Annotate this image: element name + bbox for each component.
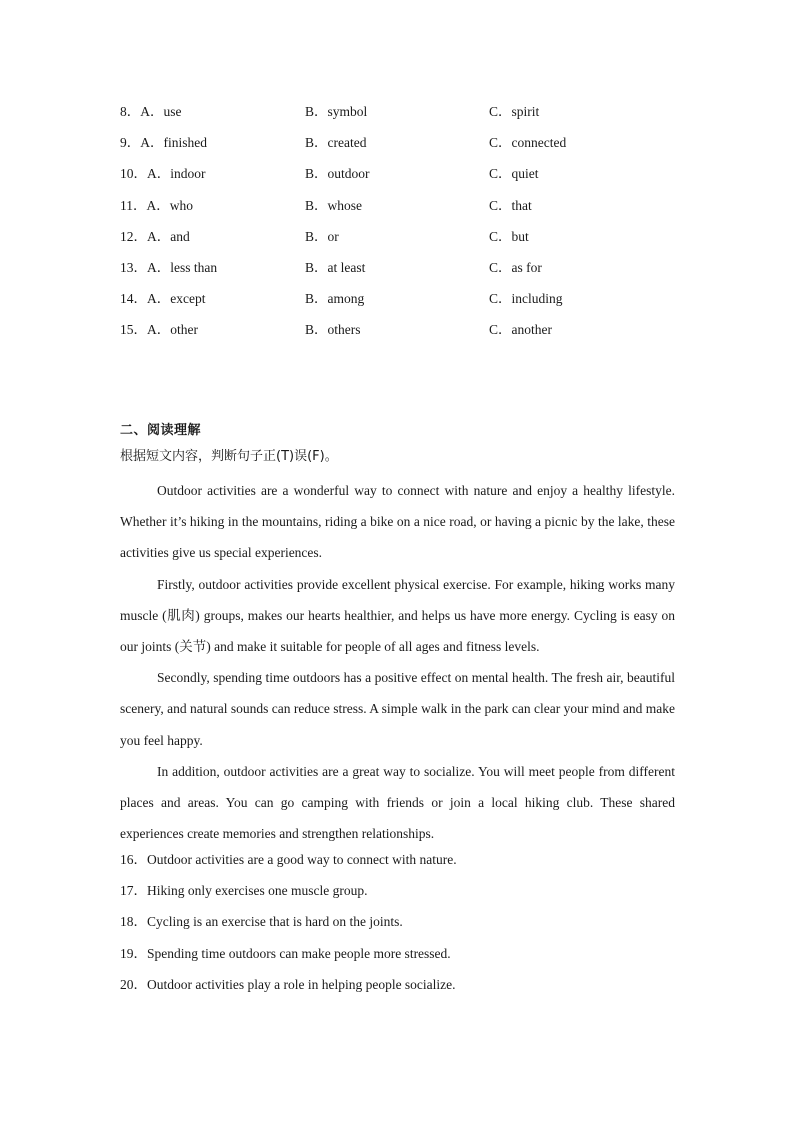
passage-paragraph: Outdoor activities are a wonderful way to connect with nature and enjoy a healthy lifestyle. Whether it’s hiking in the mountains, riding a bike on a nice road, or having a picnic by the lake, these activities give us special experiences. xyxy=(120,483,675,561)
section-instruction: 根据短文内容，判断句子正(T)误(F)。 xyxy=(120,449,338,464)
question-item: 16．Outdoor activities are a good way to connect with nature. xyxy=(120,852,457,867)
option-c: C．as for xyxy=(489,259,542,275)
option-b: B．whose xyxy=(305,197,362,213)
option-b: B．created xyxy=(305,135,367,151)
option-a: 9．A．finished xyxy=(120,135,207,151)
section-title: 二、阅读理解 xyxy=(120,423,202,438)
true-false-questions xyxy=(120,849,680,1005)
option-row xyxy=(120,195,720,226)
option-c: C．including xyxy=(489,291,563,307)
option-c: C．quiet xyxy=(489,166,539,182)
option-row xyxy=(120,288,720,319)
option-a: 14．A．except xyxy=(120,291,206,307)
question-item: 20．Outdoor activities play a role in helping people socialize. xyxy=(120,976,456,992)
option-row xyxy=(120,226,720,257)
option-a: 10．A．indoor xyxy=(120,166,206,182)
option-b: B．at least xyxy=(305,259,366,275)
option-a: 8．A．use xyxy=(120,104,182,119)
option-row xyxy=(120,163,720,194)
option-a: 15．A．other xyxy=(120,322,198,338)
option-row xyxy=(120,132,720,163)
option-a: 12．A．and xyxy=(120,228,190,244)
option-b: B．outdoor xyxy=(305,166,370,182)
question-item: 17．Hiking only exercises one muscle group. xyxy=(120,883,368,899)
option-b: B．or xyxy=(305,228,339,244)
option-a: 11．A．who xyxy=(120,197,193,213)
question-item: 18．Cycling is an exercise that is hard on the joints. xyxy=(120,914,403,930)
passage-paragraph: Secondly, spending time outdoors has a positive effect on mental health. The fresh air, beautiful scenery, and natural sounds can reduce stress. A simple walk in the park can clear your mind and make you feel happy. xyxy=(120,670,675,748)
option-c: C．another xyxy=(489,322,552,338)
option-c: C．that xyxy=(489,197,532,213)
option-b: B．among xyxy=(305,291,365,307)
option-c: C．but xyxy=(489,228,529,244)
option-row xyxy=(120,257,720,288)
reading-passage xyxy=(120,475,675,849)
option-b: B．symbol xyxy=(305,104,368,119)
answer-options xyxy=(120,101,720,351)
question-item: 19．Spending time outdoors can make people more stressed. xyxy=(120,945,451,961)
option-row xyxy=(120,101,720,132)
option-b: B．others xyxy=(305,322,361,338)
option-c: C．spirit xyxy=(489,104,540,119)
option-row xyxy=(120,319,720,350)
passage-paragraph: In addition, outdoor activities are a great way to socialize. You will meet people from different places and areas. You can go camping with friends or join a local hiking club. These shared experiences create memories and strengthen relationships. xyxy=(120,763,675,842)
option-c: C．connected xyxy=(489,135,567,151)
option-a: 13．A．less than xyxy=(120,259,218,275)
passage-paragraph: Firstly, outdoor activities provide excellent physical exercise. For example, hiking works many muscle (肌肉) groups, makes our hearts healthier, and helps us have more energy. Cycling is easy on our joints (关节) and make it suitable for people of all ages and fitness levels. xyxy=(120,576,675,655)
